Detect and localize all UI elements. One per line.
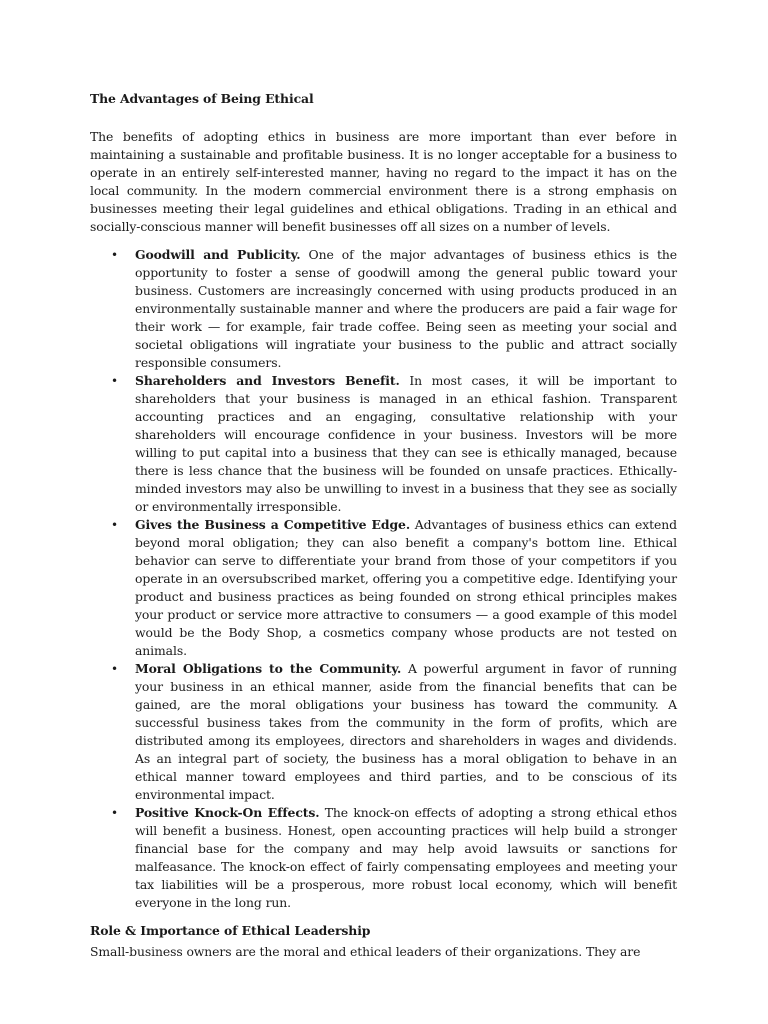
bullet-icon: • [111, 806, 118, 820]
bullet-icon: • [111, 374, 118, 388]
list-item-text: In most cases, it will be important to shareholders that your business is managed in an ethical fashion. Transparent accounting practices and an engaging, consultative relationship with your shareholders will encourage confidence in your business. Investors will be more willing to put capital into a business that they can see is ethically managed, because there is less chance that the business will be founded on unsafe practices. Ethically-minded investors may also be unwilling to invest in a business that they see as socially or environmentally irresponsible. [135, 373, 678, 514]
document-page [90, 90, 677, 971]
benefits-list [90, 246, 677, 912]
list-item [111, 372, 678, 516]
list-item-text: One of the major advantages of business ethics is the opportunity to foster a sense of goodwill among the general public toward your business. Customers are increasingly concerned with using products produced in an environmentally sustainable manner and where the producers are paid a fair wage for their work — for example, fair trade coffee. Being seen as meeting your social and societal obligations will ingratiate your business to the public and attract socially responsible consumers. [135, 247, 677, 370]
list-item [111, 246, 677, 372]
bullet-icon: • [111, 248, 118, 262]
list-item [111, 516, 677, 660]
bullet-icon: • [111, 662, 118, 676]
list-item-term: Gives the Business a Competitive Edge. [135, 517, 411, 532]
list-item-text: A powerful argument in favor of running your business in an ethical manner, aside from the financial benefits that can be gained, are the moral obligations your business has toward the community. A successful business takes from the community in the form of profits, which are distributed among its employees, directors and shareholders in wages and dividends. As an integral part of society, the business has a moral obligation to behave in an ethical manner toward employees and third parties, and to be conscious of its environmental impact. [135, 661, 677, 802]
list-item-text: Advantages of business ethics can extend beyond moral obligation; they can also benefit a company's bottom line. Ethical behavior can serve to differentiate your brand from those of your competitors if you operate in an oversubscribed market, offering you a competitive edge. Identifying your product and business practices as being founded on strong ethical principles makes your product or service more attractive to consumers — a good example of this model would be the Body Shop, a cosmetics company whose products are not tested on animals. [135, 517, 677, 658]
intro-paragraph: The benefits of adopting ethics in business are more important than ever before in maintaining a sustainable and profitable business. It is no longer acceptable for a business to operate in an entirely self-interested manner, having no regard to the impact it has on the local community. In the modern commercial environment there is a strong emphasis on businesses meeting their legal guidelines and ethical obligations. Trading in an ethical and socially-conscious manner will benefit businesses off all sizes on a number of levels. [90, 129, 677, 234]
section-paragraph: Small-business owners are the moral and ethical leaders of their organizations. They are [90, 944, 641, 959]
section-heading: Role & Importance of Ethical Leadership [90, 923, 371, 938]
list-item-text: The knock-on effects of adopting a strong ethical ethos will benefit a business. Honest, open accounting practices will help build a stronger financial base for the company and may help avoid lawsuits or sanctions for malfeasance. The knock-on effect of fairly compensating employees and meeting your tax liabilities will be a prosperous, more robust local economy, which will benefit everyone in the long run. [135, 805, 677, 910]
list-item-term: Moral Obligations to the Community. [135, 661, 402, 676]
list-item-term: Positive Knock-On Effects. [135, 805, 320, 820]
bullet-icon: • [111, 518, 118, 532]
list-item [111, 804, 677, 912]
list-item-term: Shareholders and Investors Benefit. [135, 373, 400, 388]
document-title: The Advantages of Being Ethical [90, 91, 314, 106]
list-item-term: Goodwill and Publicity. [135, 247, 301, 262]
list-item [111, 660, 677, 804]
